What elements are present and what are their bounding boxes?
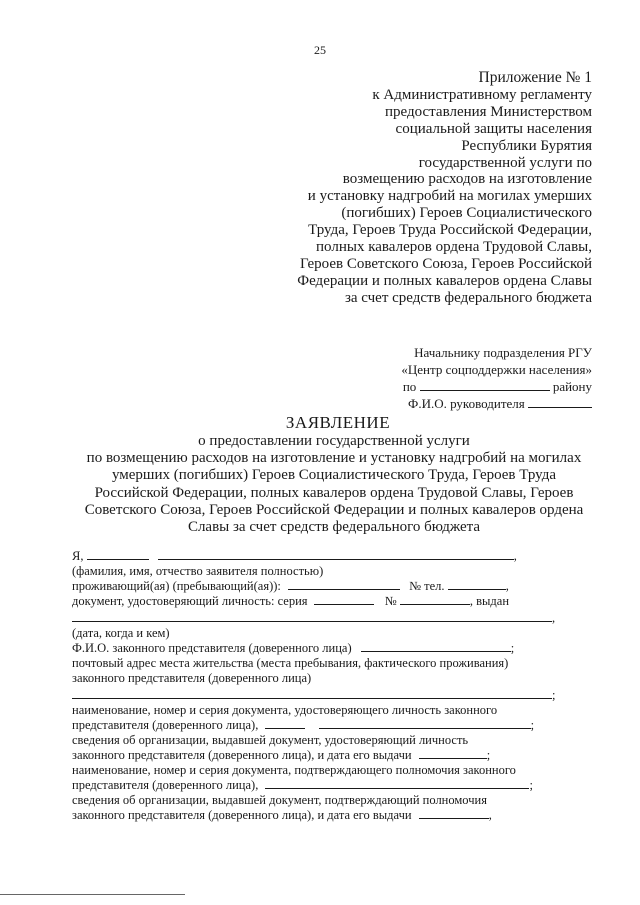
- representative-doc-row: [72, 718, 558, 733]
- appendix-line: и установку надгробий на могилах умерших: [307, 188, 592, 205]
- doc-issued-label: , выдан: [469, 594, 510, 608]
- representative-address-row: [72, 688, 558, 703]
- addressee-district-prefix: по: [402, 379, 417, 394]
- appendix-block: [232, 70, 592, 307]
- subtitle-line: умерших (погибших) Героев Социалистического Труда, Героев Труда: [111, 467, 557, 484]
- application-form: [72, 549, 558, 823]
- doc-series-field[interactable]: [314, 594, 374, 605]
- appendix-title: Приложение № 1: [478, 69, 592, 86]
- applicant-label: Я,: [72, 549, 84, 563]
- identity-doc-row: [72, 594, 558, 609]
- applicant-name-hint: (фамилия, имя, отчество заявителя полностью): [72, 564, 324, 578]
- authority-org-row: [72, 808, 558, 823]
- semicolon: ;: [529, 778, 533, 792]
- addressee-head-label: Ф.И.О. руководителя: [408, 396, 525, 411]
- subtitle-line: по возмещению расходов на изготовление и установку надгробий на могилах: [86, 450, 582, 467]
- appendix-line: Труда, Героев Труда Российской Федерации,: [308, 222, 592, 239]
- issuing-org-label: законного представителя (доверенного лица), и дата его выдачи: [72, 748, 412, 762]
- footer-divider: [0, 894, 185, 895]
- semicolon: ;: [510, 641, 515, 655]
- semicolon: ;: [486, 748, 491, 762]
- appendix-line: (погибших) Героев Социалистического: [341, 205, 592, 222]
- comma: ,: [505, 579, 509, 593]
- doc-number-label: №: [384, 594, 397, 608]
- doc-issued-field[interactable]: [72, 611, 552, 622]
- appendix-line: предоставления Министерством: [385, 103, 592, 120]
- authority-org-field[interactable]: [419, 808, 489, 819]
- addressee-line: «Центр соцподдержки населения»: [401, 362, 592, 377]
- subtitle-line: Славы за счет средств федерального бюджета: [187, 519, 481, 536]
- doc-number-field[interactable]: [400, 594, 470, 605]
- addressee-head-row: [332, 395, 592, 412]
- authority-doc-line1: наименование, номер и серия документа, подтверждающего полномочия законного: [72, 763, 516, 777]
- applicant-name-row: [72, 549, 558, 564]
- representative-address-line1: почтовый адрес места жительства (места пребывания, фактического проживания): [72, 656, 509, 670]
- representative-doc-field-1[interactable]: [265, 718, 305, 729]
- addressee-line: Начальнику подразделения РГУ: [414, 345, 592, 360]
- residence-row: [72, 579, 558, 594]
- doc-issued-row: [72, 611, 558, 626]
- applicant-name-field-1[interactable]: [87, 549, 149, 560]
- representative-name-label: Ф.И.О. законного представителя (доверенного лица): [72, 641, 352, 655]
- comma: ,: [552, 611, 556, 625]
- appendix-line: к Административному регламенту: [372, 86, 592, 103]
- representative-doc-label: представителя (доверенного лица),: [72, 718, 259, 732]
- addressee-district-suffix: району: [552, 379, 592, 394]
- representative-address-field[interactable]: [72, 688, 552, 699]
- appendix-line: Республики Бурятия: [461, 137, 592, 154]
- issuing-org-row: [72, 748, 558, 763]
- appendix-line: Федерации и полных кавалеров ордена Славы: [297, 272, 592, 289]
- appendix-line: государственной услуги по: [418, 154, 592, 171]
- head-name-field[interactable]: [528, 396, 592, 408]
- semicolon: ;: [530, 718, 535, 732]
- representative-name-row: [72, 641, 558, 656]
- appendix-line: социальной защиты населения: [395, 120, 592, 137]
- comma: ,: [513, 549, 517, 563]
- issuing-org-field[interactable]: [419, 748, 487, 759]
- appendix-line: за счет средств федерального бюджета: [344, 289, 592, 306]
- addressee-district-row: [332, 378, 592, 395]
- appendix-line: Героев Советского Союза, Героев Российской: [299, 255, 592, 272]
- comma: ,: [488, 808, 492, 822]
- authority-doc-field[interactable]: [265, 778, 529, 789]
- appendix-line: полных кавалеров ордена Трудовой Славы,: [316, 239, 592, 256]
- authority-org-label: законного представителя (доверенного лица), и дата его выдачи: [72, 808, 412, 822]
- phone-label: № тел.: [409, 579, 445, 593]
- applicant-name-field-2[interactable]: [158, 549, 514, 560]
- subtitle-line: о предоставлении государственной услуги: [198, 433, 470, 449]
- semicolon: ;: [552, 688, 556, 702]
- appendix-line: возмещению расходов на изготовление: [342, 171, 592, 188]
- addressee-block: [332, 344, 592, 412]
- representative-name-field[interactable]: [361, 641, 511, 652]
- residence-label: проживающий(ая) (пребывающий(ая)):: [72, 579, 281, 593]
- district-field[interactable]: [420, 379, 550, 391]
- authority-doc-label: представителя (доверенного лица),: [72, 778, 259, 792]
- issuing-org-line1: [72, 733, 558, 748]
- phone-field[interactable]: [448, 579, 506, 590]
- representative-doc-line1: наименование, номер и серия документа, удостоверяющего личность законного: [72, 703, 498, 717]
- authority-org-line1: сведения об организации, выдавшей документ, подтверждающий полномочия: [72, 793, 487, 807]
- page-number: 25: [314, 43, 326, 57]
- issuing-org-text: сведения об организации, выдавшей документ, удостоверяющий личность: [72, 733, 469, 747]
- doc-issued-hint: (дата, когда и кем): [72, 626, 170, 640]
- representative-doc-field-2[interactable]: [319, 718, 531, 729]
- statement-title: ЗАЯВЛЕНИЕ: [285, 413, 391, 432]
- authority-doc-row: [72, 778, 558, 793]
- residence-field[interactable]: [288, 579, 400, 590]
- identity-doc-label: документ, удостоверяющий личность: серия: [72, 594, 308, 608]
- subtitle-line: Советского Союза, Героев Российской Федерации и полных кавалеров ордена: [84, 501, 584, 518]
- representative-address-line2: законного представителя (доверенного лица): [72, 671, 312, 685]
- statement-subtitle: [64, 433, 604, 536]
- subtitle-line: Российской Федерации, полных кавалеров ордена Трудовой Славы, Героев: [94, 484, 574, 501]
